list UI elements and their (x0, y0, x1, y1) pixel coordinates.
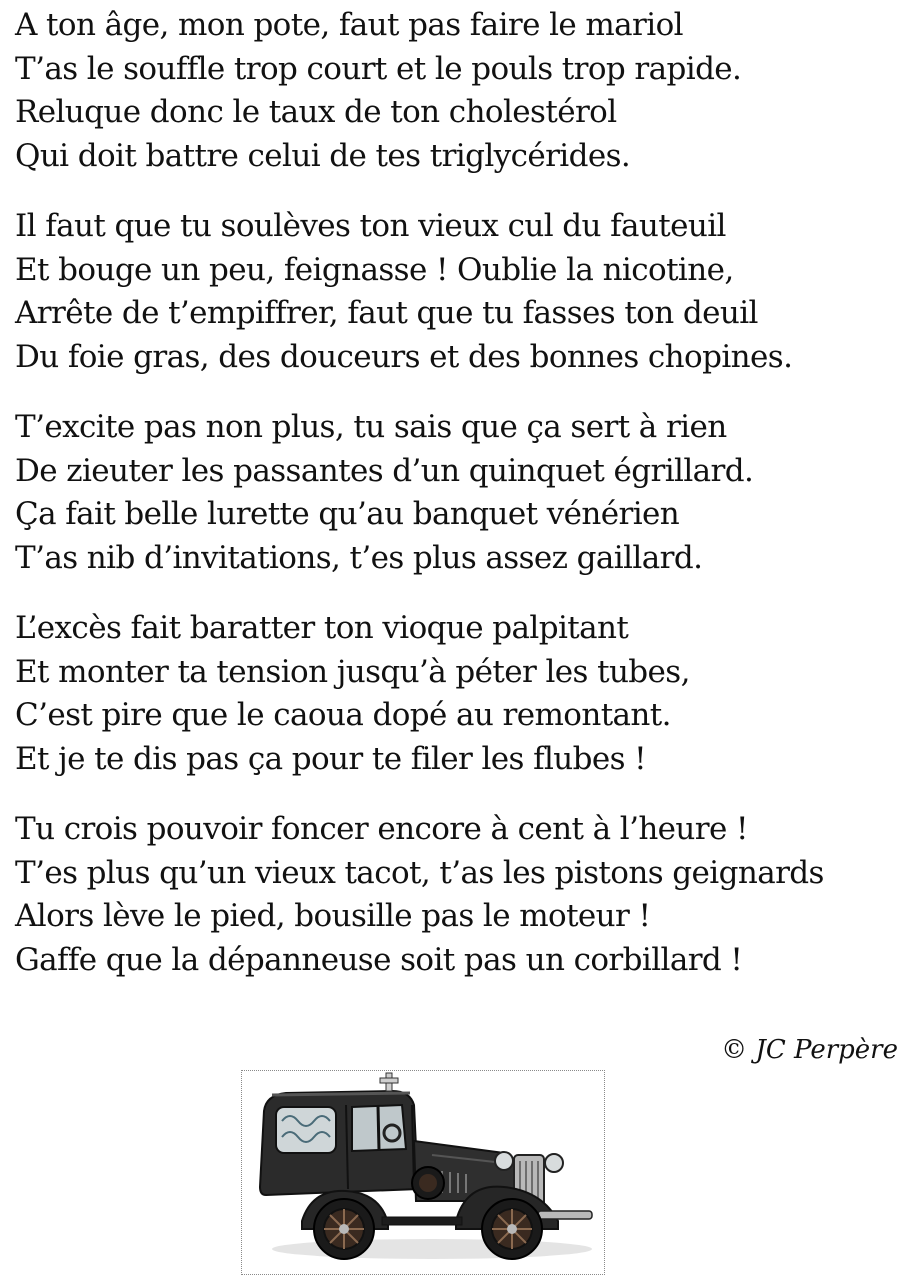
poem-line: T’as nib d’invitations, t’es plus assez gaillard. (15, 539, 703, 576)
poem-line: Ça fait belle lurette qu’au banquet vénérien (15, 496, 680, 532)
hearse-illustration (241, 1070, 605, 1275)
stanza-4 (15, 607, 915, 781)
poem-line: L’excès fait baratter ton vioque palpitant (15, 610, 629, 646)
poem-line: Il faut que tu soulèves ton vieux cul du fauteuil (15, 208, 726, 244)
poem-line: C’est pire que le caoua dopé au remontant. (15, 697, 671, 733)
poem-line: Tu crois pouvoir foncer encore à cent à l’heure ! (15, 811, 748, 847)
poem-line: Arrête de t’empiffrer, faut que tu fasses ton deuil (15, 295, 758, 331)
poem-line: Et monter ta tension jusqu’à péter les tubes, (15, 653, 690, 690)
poem-line: Gaffe que la dépanneuse soit pas un corbillard ! (15, 941, 743, 978)
hearse-icon (242, 1071, 604, 1274)
poem-line: Et bouge un peu, feignasse ! Oublie la nicotine, (15, 251, 734, 288)
stanza-1 (15, 4, 915, 178)
poem-line: T’es plus qu’un vieux tacot, t’as les pistons geignards (15, 854, 824, 891)
poem-line: Qui doit battre celui de tes triglycérides. (15, 137, 631, 174)
poem-line: Et je te dis pas ça pour te filer les flubes ! (15, 740, 647, 777)
stanza-5 (15, 808, 915, 982)
author-signature: © JC Perpère (721, 1035, 898, 1065)
poem-line: T’as le souffle trop court et le pouls trop rapide. (15, 50, 742, 87)
poem (15, 4, 915, 1009)
poem-line: Du foie gras, des douceurs et des bonnes chopines. (15, 338, 793, 375)
poem-line: Reluque donc le taux de ton cholestérol (15, 94, 617, 130)
poem-line: Alors lève le pied, bousille pas le moteur ! (15, 898, 651, 934)
stanza-3 (15, 406, 915, 580)
stanza-2 (15, 205, 915, 379)
poem-line: A ton âge, mon pote, faut pas faire le mariol (15, 7, 683, 43)
poem-line: T’excite pas non plus, tu sais que ça sert à rien (15, 409, 727, 445)
poem-line: De zieuter les passantes d’un quinquet égrillard. (15, 452, 754, 489)
